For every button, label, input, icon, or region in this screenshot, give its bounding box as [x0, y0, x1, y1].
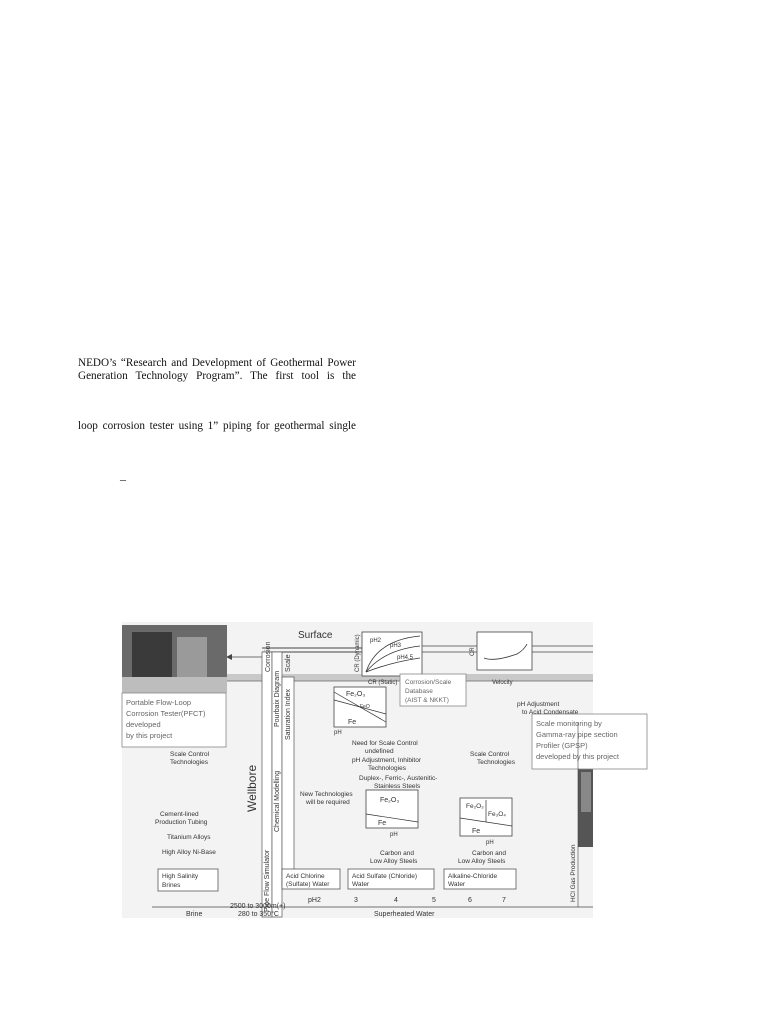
- gpsp-line-3: Profiler (GPSP): [536, 741, 588, 750]
- velocity-cr-label: CR: [470, 647, 476, 656]
- chemical-label: Chemical Modelling: [274, 770, 281, 832]
- acidsu-2: Water: [352, 881, 370, 888]
- scale-ctrl-right-2: Technologies: [477, 759, 515, 766]
- cement-1: Cement-lined: [160, 811, 199, 818]
- titanium-label: Titanium Alloys: [167, 834, 211, 841]
- acidsu-1: Acid Sulfate (Chloride): [352, 873, 418, 880]
- velocity-box: [477, 632, 532, 670]
- brine-label: Brine: [186, 911, 203, 918]
- pfct-line-3: developed: [126, 720, 161, 729]
- highalloy-label: High Alloy Ni-Base: [162, 849, 216, 856]
- pourbaix-right-ph: pH: [486, 840, 494, 846]
- pourbaix-middle-fe2o3: Fe₂O₃: [380, 797, 400, 804]
- photo-ground: [122, 677, 227, 693]
- axis-7: 7: [502, 897, 506, 904]
- velocity-label: Velocity: [492, 680, 513, 686]
- paragraph-line-3: loop corrosion tester using 1” piping for geothermal single: [78, 420, 356, 432]
- pourbaix-middle: [366, 790, 418, 828]
- superheated-label: Superheated Water: [374, 911, 435, 918]
- gpsp-line-1: Scale monitoring by: [536, 719, 602, 728]
- db-title-3: (AIST & NKKT): [405, 697, 449, 704]
- ph-adjust-2: to Acid Condensate: [522, 709, 579, 716]
- pourbaix-right-fe3o4: Fe₃O₄: [488, 811, 506, 818]
- gpsp-photo-detail: [581, 772, 591, 812]
- newtech-2: will be required: [306, 799, 350, 806]
- pourbaix-top-fe2o3: Fe₂O₃: [346, 691, 366, 698]
- paragraph-line-2: Generation Technology Program”. The first tool is the: [78, 370, 356, 382]
- depth-label-1: 2500 to 3000m(+): [230, 903, 286, 910]
- cr-dynamic-label: CR (Dynamic): [355, 634, 361, 672]
- scale-ctrl-right-1: Scale Control: [470, 751, 510, 758]
- pipe-flow-label: Pipe Flow Simulator: [264, 849, 271, 912]
- scale-ctrl-left-2: Technologies: [170, 759, 208, 766]
- pourbaix-label: Pourbaix Diagram: [274, 670, 281, 727]
- carbon-right-2: Low Alloy Steels: [458, 858, 506, 865]
- need-line-2: undefined: [365, 748, 394, 755]
- wellbore-label: Wellbore: [245, 764, 259, 812]
- need-line-3: pH Adjustment, Inhibitor: [352, 757, 422, 764]
- paragraph-line-1: NEDO’s “Research and Development of Geothermal Power: [78, 357, 356, 369]
- surface-label: Surface: [298, 630, 333, 641]
- acidcl-2: (Sulfate) Water: [286, 881, 330, 888]
- db-title-2: Database: [405, 688, 433, 695]
- duplex-line-1: Duplex-, Ferric-, Austenitic-: [359, 775, 438, 782]
- acidcl-1: Acid Chlorine: [286, 873, 325, 880]
- cr-ph45: pH4.5: [397, 655, 414, 661]
- saturation-label: Saturation Index: [285, 689, 292, 740]
- axis-6: 6: [468, 897, 472, 904]
- carbon-mid-2: Low Alloy Steels: [370, 858, 418, 865]
- cr-static-label: CR (Static): [368, 680, 398, 686]
- gpsp-line-2: Gamma-ray pipe section: [536, 730, 618, 739]
- pfct-line-4: by this project: [126, 731, 173, 740]
- pourbaix-middle-ph: pH: [390, 832, 398, 838]
- pourbaix-middle-fe: Fe: [378, 820, 387, 827]
- pourbaix-right-fe2o3: Fe₂O₃: [466, 803, 484, 810]
- pourbaix-top-ph: pH: [334, 730, 342, 736]
- db-title-1: Corrosion/Scale: [405, 679, 452, 686]
- gpsp-line-4: developed by this project: [536, 752, 619, 761]
- geothermal-technology-figure: [122, 622, 619, 918]
- cement-2: Production Tubing: [155, 819, 208, 826]
- need-line-4: Technologies: [368, 765, 406, 772]
- cr-ph3: pH3: [390, 643, 402, 649]
- highsal-1: High Salinity: [162, 873, 199, 880]
- dash-mark: –: [120, 472, 126, 486]
- pfct-line-1: Portable Flow-Loop: [126, 698, 192, 707]
- need-line-1: Need for Scale Control: [352, 740, 418, 747]
- photo-shape-a: [132, 632, 172, 677]
- alkcl-2: Water: [448, 881, 466, 888]
- axis-4: 4: [394, 897, 398, 904]
- photo-shape-b: [177, 637, 207, 677]
- axis-ph2: pH2: [308, 897, 321, 904]
- scale-label: Scale: [285, 654, 292, 672]
- pourbaix-right-fe: Fe: [472, 828, 481, 835]
- pourbaix-top-feo: FeO: [360, 704, 370, 710]
- highsal-2: Brines: [162, 882, 181, 889]
- depth-label-2: 280 to 350°C: [238, 911, 279, 918]
- pourbaix-top-fe: Fe: [348, 719, 357, 726]
- newtech-1: New Technologies: [300, 791, 353, 798]
- axis-3: 3: [354, 897, 358, 904]
- alkcl-1: Alkaline-Chloride: [448, 873, 498, 880]
- pfct-line-2: Corrosion Tester(PFCT): [126, 709, 206, 718]
- carbon-right-1: Carbon and: [472, 850, 506, 857]
- ph-adjust-1: pH Adjustment: [517, 701, 560, 708]
- cr-ph2: pH2: [370, 638, 382, 644]
- duplex-line-2: Stainless Steels: [374, 783, 421, 790]
- hcl-label: HCl Gas Production: [570, 844, 577, 902]
- axis-5: 5: [432, 897, 436, 904]
- corrosion-label: Corrosion: [265, 641, 272, 672]
- scale-ctrl-left-1: Scale Control: [170, 751, 210, 758]
- carbon-mid-1: Carbon and: [380, 850, 414, 857]
